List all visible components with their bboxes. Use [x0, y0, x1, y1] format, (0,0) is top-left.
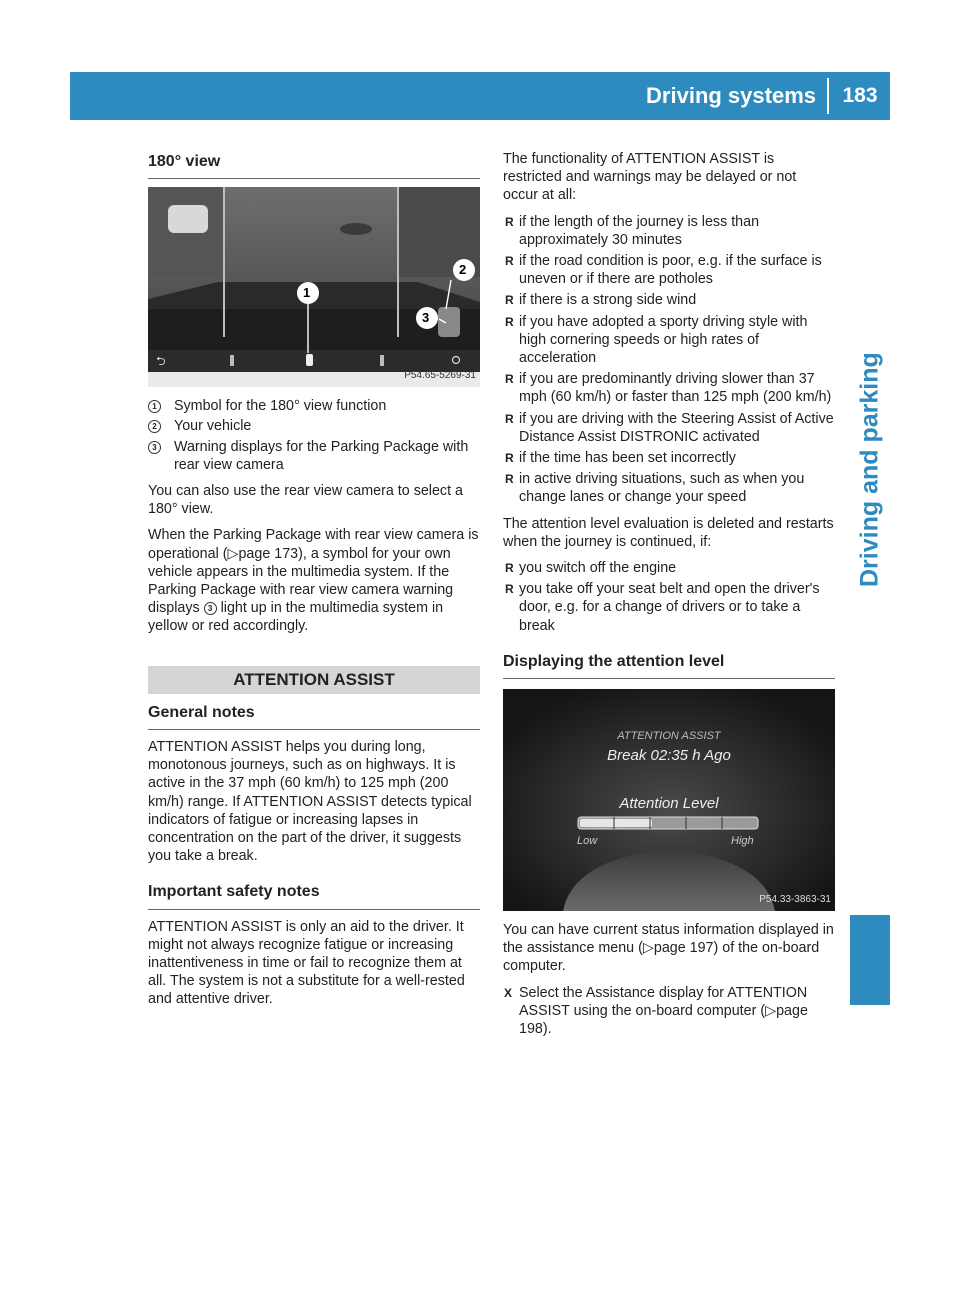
- section-banner: ATTENTION ASSIST: [148, 666, 480, 694]
- arrow-ref-icon: ▷: [765, 1002, 777, 1019]
- paragraph-general-notes: ATTENTION ASSIST helps you during long, monotonous journeys, such as on highways. It is active in the 37 mph (60 km/h) to 125 mph (200 km/h) range. If ATTENTION ASSIST detects typical indicators of fatigue or increasing lapses in concentration on the part of the driver, it suggests you take a break.: [148, 739, 472, 865]
- page-link[interactable]: page 198: [519, 1002, 808, 1038]
- list-item: R if there is a strong side wind: [503, 291, 835, 309]
- list-item: R if you are driving with the Steering Assist of Active Distance Assist DISTRONIC activated: [503, 410, 835, 446]
- attention-level-label: Attention Level: [619, 795, 719, 813]
- figure-legend: [148, 397, 480, 474]
- instruction-step: X Select the Assistance display for ATTENTION ASSIST using the on-board computer (▷page 198).: [503, 984, 835, 1039]
- heading-general-notes: General notes: [148, 704, 480, 730]
- callout-1: 1: [303, 285, 311, 301]
- display-title: ATTENTION ASSIST: [617, 730, 721, 743]
- paragraph-rear-camera: You can also use the rear view camera to select a 180° view.: [148, 483, 463, 518]
- page-number: 183: [842, 84, 878, 107]
- restrictions-list: [503, 213, 835, 507]
- level-low-label: Low: [577, 835, 598, 848]
- paragraph-restrictions: The functionality of ATTENTION ASSIST is restricted and warnings may be delayed or not occur at all:: [503, 151, 797, 204]
- break-time: Break 02:35 h Ago: [607, 747, 731, 765]
- list-item: R if the time has been set incorrectly: [503, 449, 835, 467]
- callout-3: 3: [422, 310, 430, 326]
- heading-180-view: 180° view: [148, 153, 480, 179]
- right-column: [503, 150, 835, 1046]
- arrow-ref-icon: ▷: [227, 545, 239, 562]
- legend-item: [148, 417, 480, 435]
- legend-number: 2: [148, 420, 161, 433]
- paragraph-safety-notes: ATTENTION ASSIST is only an aid to the driver. It might not always recognize fatigue or increasing inattentiveness in time or fail to recognize them at all. The system is not a substitute for a well-rested and attentive driver.: [148, 918, 465, 1008]
- list-item: R if you have adopted a sporty driving style with high cornering speeds or high rates of acceleration: [503, 313, 835, 368]
- header-bar: [70, 72, 890, 120]
- list-item: R if you are predominantly driving slower than 37 mph (60 km/h) or faster than 125 mph (200 km/h): [503, 370, 835, 406]
- legend-item: [148, 438, 480, 474]
- camera-view-illustration: [148, 187, 480, 387]
- level-high-label: High: [731, 835, 754, 848]
- side-chapter-tab: Driving and parking: [855, 352, 884, 588]
- legend-text: Warning displays for the Parking Package with rear view camera: [174, 438, 469, 473]
- page-link[interactable]: page 197: [653, 940, 714, 957]
- list-item: R you take off your seat belt and open the driver's door, e.g. for a change of drivers or to take a break: [503, 580, 835, 635]
- legend-text: Symbol for the 180° view function: [174, 398, 387, 415]
- list-item: R if the road condition is poor, e.g. if the surface is uneven or if there are potholes: [503, 252, 835, 288]
- paragraph-parking-package: When the Parking Package with rear view camera is operational (▷page 173), a symbol for your own vehicle appears in the multimedia system. If the Parking Package with rear view camera warning displays 3 light up in the multimedia system in yellow or red accordingly.: [148, 527, 479, 635]
- legend-item: [148, 397, 480, 415]
- figure-attention-display: [503, 689, 835, 911]
- left-column: [148, 150, 480, 1017]
- reset-list: [503, 559, 835, 635]
- callout-2: 2: [459, 262, 467, 278]
- legend-number: 1: [148, 400, 161, 413]
- arrow-ref-icon: ▷: [642, 940, 654, 957]
- header-divider: [827, 78, 829, 114]
- page-link[interactable]: page 173: [238, 545, 299, 562]
- heading-displaying-attention: Displaying the attention level: [503, 653, 835, 679]
- figure-180-view: [148, 187, 480, 387]
- side-tab-block: [850, 915, 890, 1005]
- list-item: R in active driving situations, such as when you change lanes or change your speed: [503, 470, 835, 506]
- callout-ref: 3: [204, 602, 217, 615]
- legend-text: Your vehicle: [174, 418, 252, 435]
- figure-code: P54.33-3863-31: [759, 893, 831, 905]
- section-title: Driving systems: [646, 83, 816, 108]
- paragraph-reset: The attention level evaluation is deleted and restarts when the journey is continued, if:: [503, 515, 834, 550]
- heading-safety-notes: Important safety notes: [148, 883, 480, 909]
- list-item: R if the length of the journey is less than approximately 30 minutes: [503, 213, 835, 249]
- list-item: R you switch off the engine: [503, 559, 835, 577]
- svg-text:⮌: ⮌: [156, 354, 166, 369]
- legend-number: 3: [148, 441, 161, 454]
- paragraph-status-info: You can have current status information displayed in the assistance menu (▷page 197) of the on-board computer.: [503, 922, 834, 975]
- figure-code: P54.65-5269-31: [404, 370, 476, 381]
